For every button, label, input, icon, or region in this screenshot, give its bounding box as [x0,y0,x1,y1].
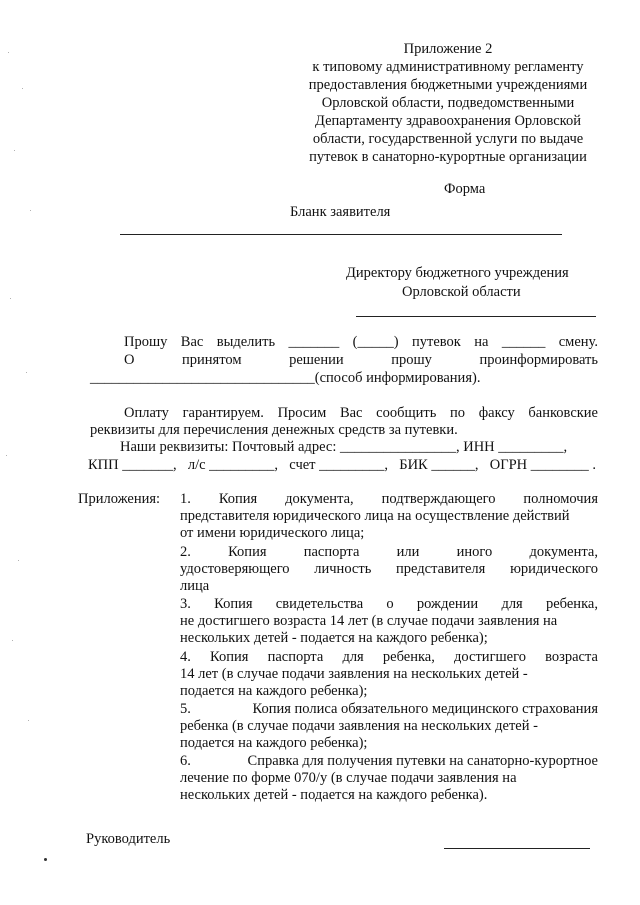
attachment-item-1-line: представителя юридического лица на осуществление действий [180,508,570,524]
attachment-item-1-line: от имени юридического лица; [180,525,365,541]
attachment-item-6: 6. Справка для получения путевки на санаторно-курортное [180,753,598,769]
attachment-item-6-line: нескольких детей - подается на каждого ребенка). [180,787,488,803]
header-line: к типовому административному регламенту [312,59,584,75]
addressee-line-2: Орловской области [402,284,521,300]
payment-line-2: реквизиты для перечисления денежных средств за путевки. [90,422,458,438]
attachment-item-4-line: подается на каждого ребенка); [180,683,368,699]
header-line: предоставления бюджетными учреждениями [308,77,588,93]
signature-line [444,848,590,849]
attachment-item-4: 4. Копия паспорта для ребенка, достигшего возраста [180,649,598,665]
attachments-label: Приложения: [78,491,161,507]
applicant-blank-line [120,234,562,235]
requisites-line-1: Наши реквизиты: Почтовый адрес: ________________, ИНН _________, [120,439,568,455]
attachment-item-5-line: подается на каждого ребенка); [180,735,368,751]
form-label: Форма [444,181,486,197]
requisites-line-2: КПП _______, л/с _________, счет _________, БИК ______, ОГРН ________ . [88,457,596,473]
addressee-line-1: Директору бюджетного учреждения [346,265,569,281]
header-line: области, государственной услуги по выдаче [312,131,584,147]
attachment-item-2: 2. Копия паспорта или иного документа, [180,544,598,560]
appendix-header [280,40,616,166]
header-line: путевок в санаторно-курортные организации [309,149,587,165]
info-method-blank: _______________________________ [90,370,315,386]
header-line: Орловской области, подведомственными [321,95,575,111]
addressee-line [356,316,596,317]
attachment-item-6-line: лечение по форме 070/у (в случае подачи заявления на [180,770,517,786]
attachment-item-3: 3. Копия свидетельства о рождении для ребенка, [180,596,598,612]
request-line-3: _______________________________(способ информирования). [90,370,481,386]
attachment-item-4-line: 14 лет (в случае подачи заявления на нескольких детей - [180,666,528,682]
appendix-title: Приложение 2 [403,41,493,57]
attachment-item-3-line: нескольких детей - подается на каждого ребенка); [180,630,488,646]
attachment-item-3-line: не достигшего возраста 14 лет (в случае подачи заявления на [180,613,558,629]
header-line: Департаменту здравоохранения Орловской [315,113,581,129]
attachment-item-1: 1. Копия документа, подтверждающего полномочия [180,491,598,507]
signature-label: Руководитель [86,831,171,847]
request-line-1: Прошу Вас выделить _______ (_____) путевок на ______ смену. [124,334,598,350]
applicant-blank-label: Бланк заявителя [290,204,391,220]
attachment-item-5-line: ребенка (в случае подачи заявления на нескольких детей - [180,718,538,734]
request-line-2: О принятом решении прошу проинформировать [124,352,598,368]
attachment-item-5: 5. Копия полиса обязательного медицинского страхования [180,701,598,717]
payment-line-1: Оплату гарантируем. Просим Вас сообщить по факсу банковские [124,405,598,421]
attachment-item-2-line: лица [180,578,210,594]
attachment-item-2-line: удостоверяющего личность представителя юридического [180,561,598,577]
